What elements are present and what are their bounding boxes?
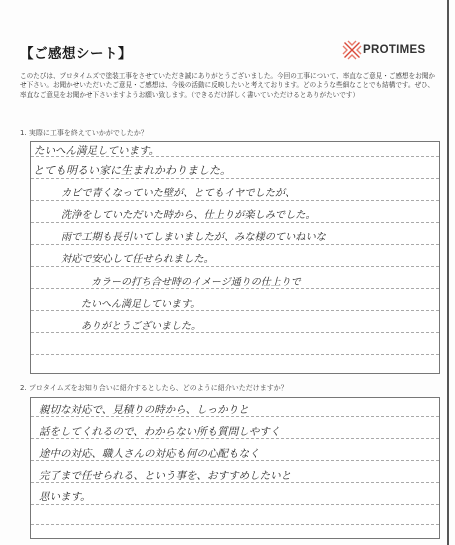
ruled-line [31, 332, 439, 333]
ruled-line [31, 200, 439, 201]
ruled-line [31, 178, 439, 179]
protimes-logo [342, 40, 442, 62]
ruled-line [31, 524, 439, 525]
handwritten-line: 完了まで任せられる、という事を、おすすめしたいと [39, 470, 292, 482]
handwritten-line: カラーの打ち合せ時のイメージ通りの仕上りで [91, 277, 301, 288]
handwritten-line: 思います。 [39, 491, 91, 503]
handwritten-line: 雨で工期も長引いてしまいましたが、みな様のていねいな [61, 232, 326, 243]
ruled-line [31, 288, 439, 289]
handwritten-line: 話をしてくれるので、わからない所も質問しやすく [39, 426, 281, 438]
handwritten-line: たいへん満足しています。 [34, 145, 160, 157]
ruled-line [31, 244, 439, 245]
ruled-line [31, 504, 439, 505]
ruled-line [31, 222, 439, 223]
handwritten-line: たいへん満足しています。 [81, 299, 201, 310]
answer-box-1 [30, 141, 440, 374]
question-2-label: 2. プロタイムズをお知り合いに紹介するとしたら、どのように紹介いただけますか？ [20, 384, 288, 392]
logo-wordmark: PROTIMES [363, 44, 426, 56]
handwritten-line: 途中の対応、職人さんの対応も何の心配もなく [39, 448, 260, 460]
ruled-line [31, 266, 439, 267]
handwritten-line: ありがとうございました。 [81, 321, 201, 332]
handwritten-line: 親切な対応で、見積りの時から、しっかりと [39, 404, 249, 416]
ruled-line [31, 354, 439, 355]
question-1-label: 1. 実際に工事を終えていかがでしたか？ [20, 129, 148, 137]
handwritten-line: とても明るい家に生まれかわりました。 [33, 164, 231, 177]
ruled-line [31, 310, 439, 311]
page-edge [447, 0, 449, 545]
answer-box-2 [30, 397, 440, 539]
handwritten-line: 洗浄をしていただいた時から、仕上りが楽しみでした。 [61, 210, 316, 221]
intro-text: このたびは、プロタイムズで塗装工事をさせていただき誠にありがとうございました。今回の工事について、率直なご意見・ご感想をお聞かせ下さい。お聞かせいただいたご意見・ご感想は、今後の活動に反映したいと考えております。どのような些細なことでも結構です。ぜひ、率直なご意見をお聞かせ下さいますようお願い致します。（できるだけ詳しく書いていただけるとありがたいです） [20, 72, 436, 99]
sheet-title: 【ご感想シート】 [20, 46, 132, 62]
handwritten-line: カビで青くなっていた壁が、とてもイヤでしたが、 [61, 188, 296, 199]
protimes-logo-icon [342, 40, 362, 60]
handwritten-line: 対応で安心して任せられました。 [61, 254, 214, 265]
